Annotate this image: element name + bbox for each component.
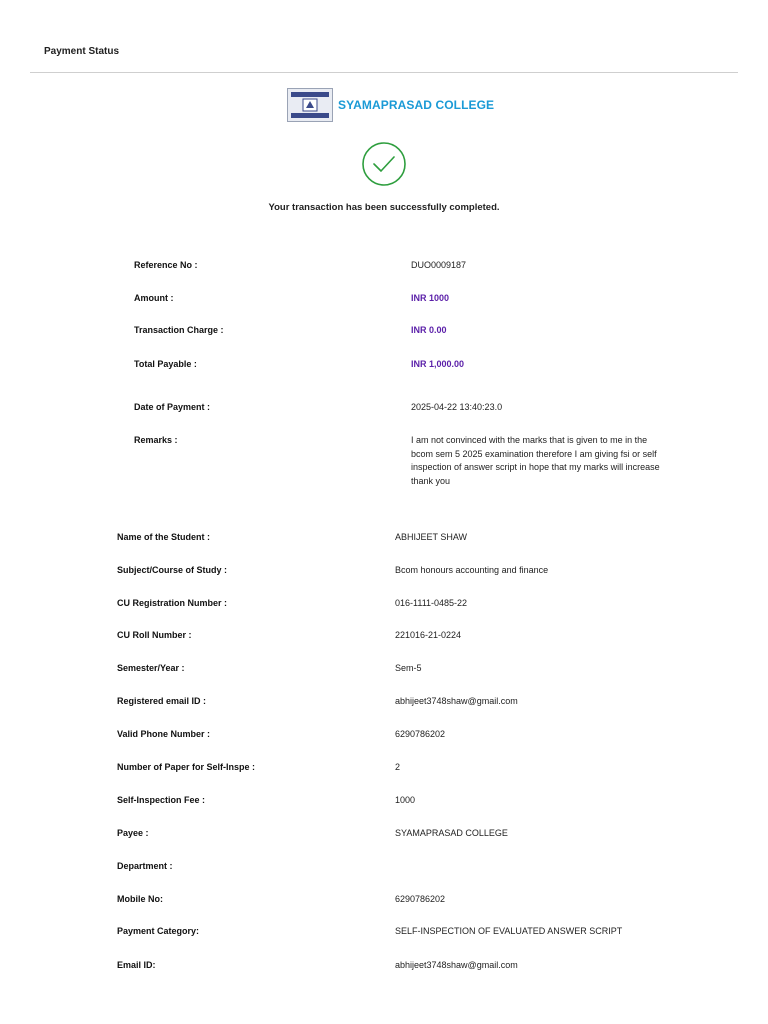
transaction-charge-label: Transaction Charge :: [134, 325, 224, 335]
paper-count-label: Number of Paper for Self-Inspe :: [117, 762, 256, 772]
registration-number-label: CU Registration Number :: [117, 598, 228, 608]
phone-number-label: Valid Phone Number :: [117, 729, 211, 739]
course-label: Subject/Course of Study :: [117, 565, 228, 575]
semester-label: Semester/Year :: [117, 663, 185, 673]
date-of-payment-value: 2025-04-22 13:40:23.0: [411, 402, 503, 412]
college-name: SYAMAPRASAD COLLEGE: [338, 98, 495, 112]
student-name-label: Name of the Student :: [117, 532, 211, 542]
remarks-value: I am not convinced with the marks that is given to me in the bcom sem 5 2025 examination therefore I am giving fsi or self inspection of answer script in hope that my marks will increase thank you: [411, 435, 660, 486]
mobile-no-label: Mobile No:: [117, 894, 163, 904]
paper-count-value: 2: [395, 762, 401, 772]
reference-no-value: DUO0009187: [411, 260, 467, 270]
date-of-payment-label: Date of Payment :: [134, 402, 211, 412]
registration-number-value: 016-1111-0485-22: [395, 598, 468, 608]
registered-email-label: Registered email ID :: [117, 696, 207, 706]
total-payable-value: INR 1,000.00: [411, 359, 465, 369]
transaction-charge-value: INR 0.00: [411, 325, 447, 335]
payment-category-label: Payment Category:: [117, 926, 200, 936]
total-payable-label: Total Payable :: [134, 359, 197, 369]
registered-email-value: abhijeet3748shaw@gmail.com: [395, 696, 518, 706]
phone-number-value: 6290786202: [395, 729, 446, 739]
page-title: Payment Status: [44, 46, 120, 57]
roll-number-label: CU Roll Number :: [117, 630, 192, 640]
roll-number-value: 221016-21-0224: [395, 630, 462, 640]
header-divider: [30, 72, 738, 73]
mobile-no-value: 6290786202: [395, 894, 446, 904]
inspection-fee-value: 1000: [395, 795, 416, 805]
check-circle-icon: [361, 141, 407, 187]
email-id-label: Email ID:: [117, 960, 156, 970]
department-label: Department :: [117, 861, 173, 871]
college-crest-icon: [287, 88, 333, 122]
amount-value: INR 1000: [411, 293, 450, 303]
amount-label: Amount :: [134, 293, 174, 303]
payee-value: SYAMAPRASAD COLLEGE: [395, 828, 508, 838]
payment-category-value: SELF-INSPECTION OF EVALUATED ANSWER SCRIPT: [395, 926, 623, 936]
email-id-value: abhijeet3748shaw@gmail.com: [395, 960, 518, 970]
success-message: Your transaction has been successfully completed.: [268, 202, 500, 213]
inspection-fee-label: Self-Inspection Fee :: [117, 795, 206, 805]
remarks-label: Remarks :: [134, 435, 178, 445]
college-brand: [287, 88, 494, 122]
semester-value: Sem-5: [395, 663, 422, 673]
student-name-value: ABHIJEET SHAW: [395, 532, 468, 542]
course-value: Bcom honours accounting and finance: [395, 565, 549, 575]
reference-no-label: Reference No :: [134, 260, 198, 270]
payee-label: Payee :: [117, 828, 149, 838]
